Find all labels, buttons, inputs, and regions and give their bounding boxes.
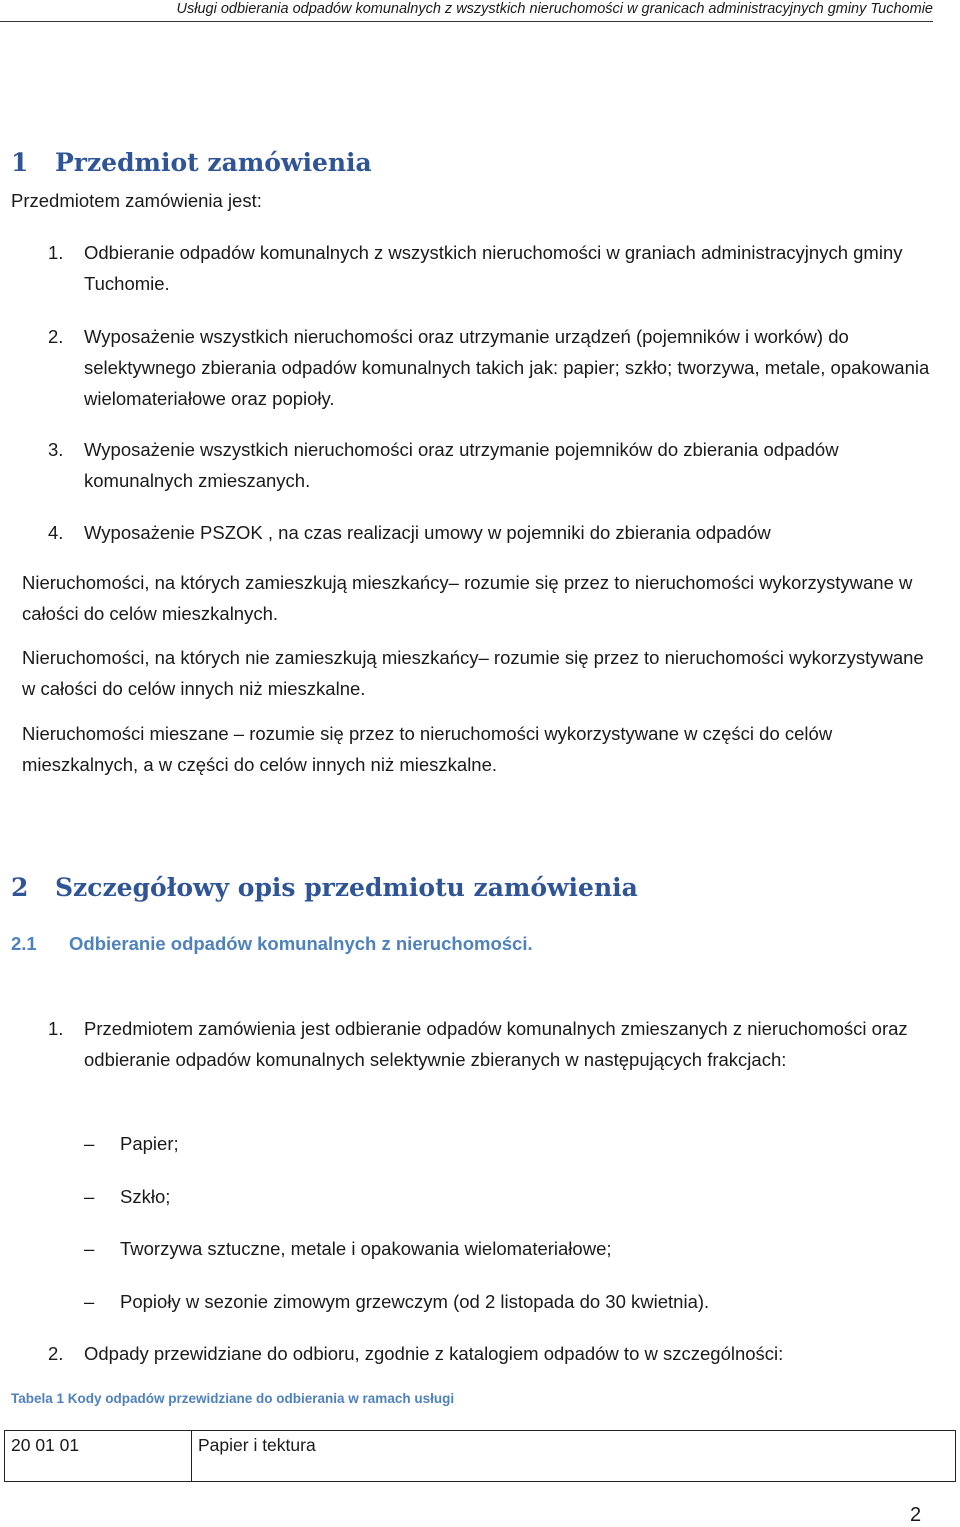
- dash-bullet: –: [84, 1186, 95, 1207]
- subsection-title: Odbieranie odpadów komunalnych z nieruchomości.: [69, 933, 533, 954]
- list-number: 2.: [48, 326, 64, 347]
- section-1-heading: [11, 148, 372, 177]
- dash-bullet: –: [84, 1133, 95, 1154]
- list-text: Odbieranie odpadów komunalnych z wszystkich nieruchomości w graniach administracyjnych gminy Tuchomie.: [84, 242, 903, 294]
- list-item: [48, 517, 933, 548]
- running-header: Usługi odbierania odpadów komunalnych z wszystkich nieruchomości w granicach administracyjnych gminy Tuchomie: [176, 1, 933, 17]
- waste-codes-table: [4, 1430, 956, 1482]
- subsection-number: 2.1: [11, 933, 37, 954]
- list-text: Wyposażenie PSZOK , na czas realizacji umowy w pojemniki do zbierania odpadów: [84, 522, 771, 543]
- subsection-2-1-heading: [11, 933, 533, 955]
- table-row: [5, 1431, 956, 1482]
- list-item: [48, 1013, 933, 1075]
- waste-code-cell: 20 01 01: [5, 1431, 192, 1482]
- dash-bullet: –: [84, 1291, 95, 1312]
- list-text: Wyposażenie wszystkich nieruchomości oraz utrzymanie urządzeń (pojemników i worków) do selektywnego zbierania odpadów komunalnych takich jak: papier; szkło; tworzywa, metale, opakowania wielomateriałowe oraz popioły.: [84, 326, 930, 409]
- fraction-text: Papier;: [120, 1133, 179, 1154]
- list-number: 2.: [48, 1343, 64, 1364]
- fraction-text: Popioły w sezonie zimowym grzewczym (od 2 listopada do 30 kwietnia).: [120, 1291, 710, 1312]
- list-item: [48, 321, 933, 414]
- fraction-text: Szkło;: [120, 1186, 171, 1207]
- section-2-title: Szczegółowy opis przedmiotu zamówienia: [55, 873, 638, 902]
- section-1-title: Przedmiot zamówienia: [55, 148, 372, 177]
- section-2-number: 2: [11, 873, 29, 902]
- definition-paragraph: Nieruchomości, na których zamieszkują mieszkańcy– rozumie się przez to nieruchomości wykorzystywane w całości do celów mieszkalnych.: [22, 572, 913, 624]
- page-number: 2: [910, 1504, 922, 1526]
- definition-paragraph: Nieruchomości, na których nie zamieszkują mieszkańcy– rozumie się przez to nieruchomości wykorzystywane w całości do celów innych niż mieszkalne.: [22, 647, 924, 699]
- table-caption: Tabela 1 Kody odpadów przewidziane do odbierania w ramach usługi: [11, 1391, 455, 1406]
- waste-name-cell: Papier i tektura: [192, 1431, 956, 1482]
- definition-paragraph: Nieruchomości mieszane – rozumie się przez to nieruchomości wykorzystywane w części do celów mieszkalnych, a w części do celów innych niż mieszkalne.: [22, 723, 833, 775]
- list-number: 4.: [48, 522, 64, 543]
- section-1-intro: Przedmiotem zamówienia jest:: [11, 190, 262, 211]
- fraction-item: [84, 1181, 170, 1212]
- list-number: 3.: [48, 439, 64, 460]
- list-text: Wyposażenie wszystkich nieruchomości oraz utrzymanie pojemników do zbierania odpadów komunalnych zmieszanych.: [84, 439, 839, 491]
- list-text: Odpady przewidziane do odbioru, zgodnie z katalogiem odpadów to w szczególności:: [84, 1343, 784, 1364]
- list-item: [48, 237, 933, 299]
- list-number: 1.: [48, 242, 64, 263]
- fraction-item: [84, 1233, 612, 1264]
- list-item: [48, 1338, 933, 1369]
- list-text: Przedmiotem zamówienia jest odbieranie odpadów komunalnych zmieszanych z nieruchomości oraz odbieranie odpadów komunalnych selektywnie zbieranych w następujących frakcjach:: [84, 1018, 908, 1070]
- dash-bullet: –: [84, 1238, 95, 1259]
- header-divider: [0, 21, 933, 22]
- fraction-text: Tworzywa sztuczne, metale i opakowania wielomateriałowe;: [120, 1238, 612, 1259]
- fraction-item: [84, 1128, 179, 1159]
- section-1-number: 1: [11, 148, 29, 177]
- list-number: 1.: [48, 1018, 64, 1039]
- fraction-item: [84, 1286, 709, 1317]
- section-2-heading: [11, 873, 638, 902]
- list-item: [48, 434, 933, 496]
